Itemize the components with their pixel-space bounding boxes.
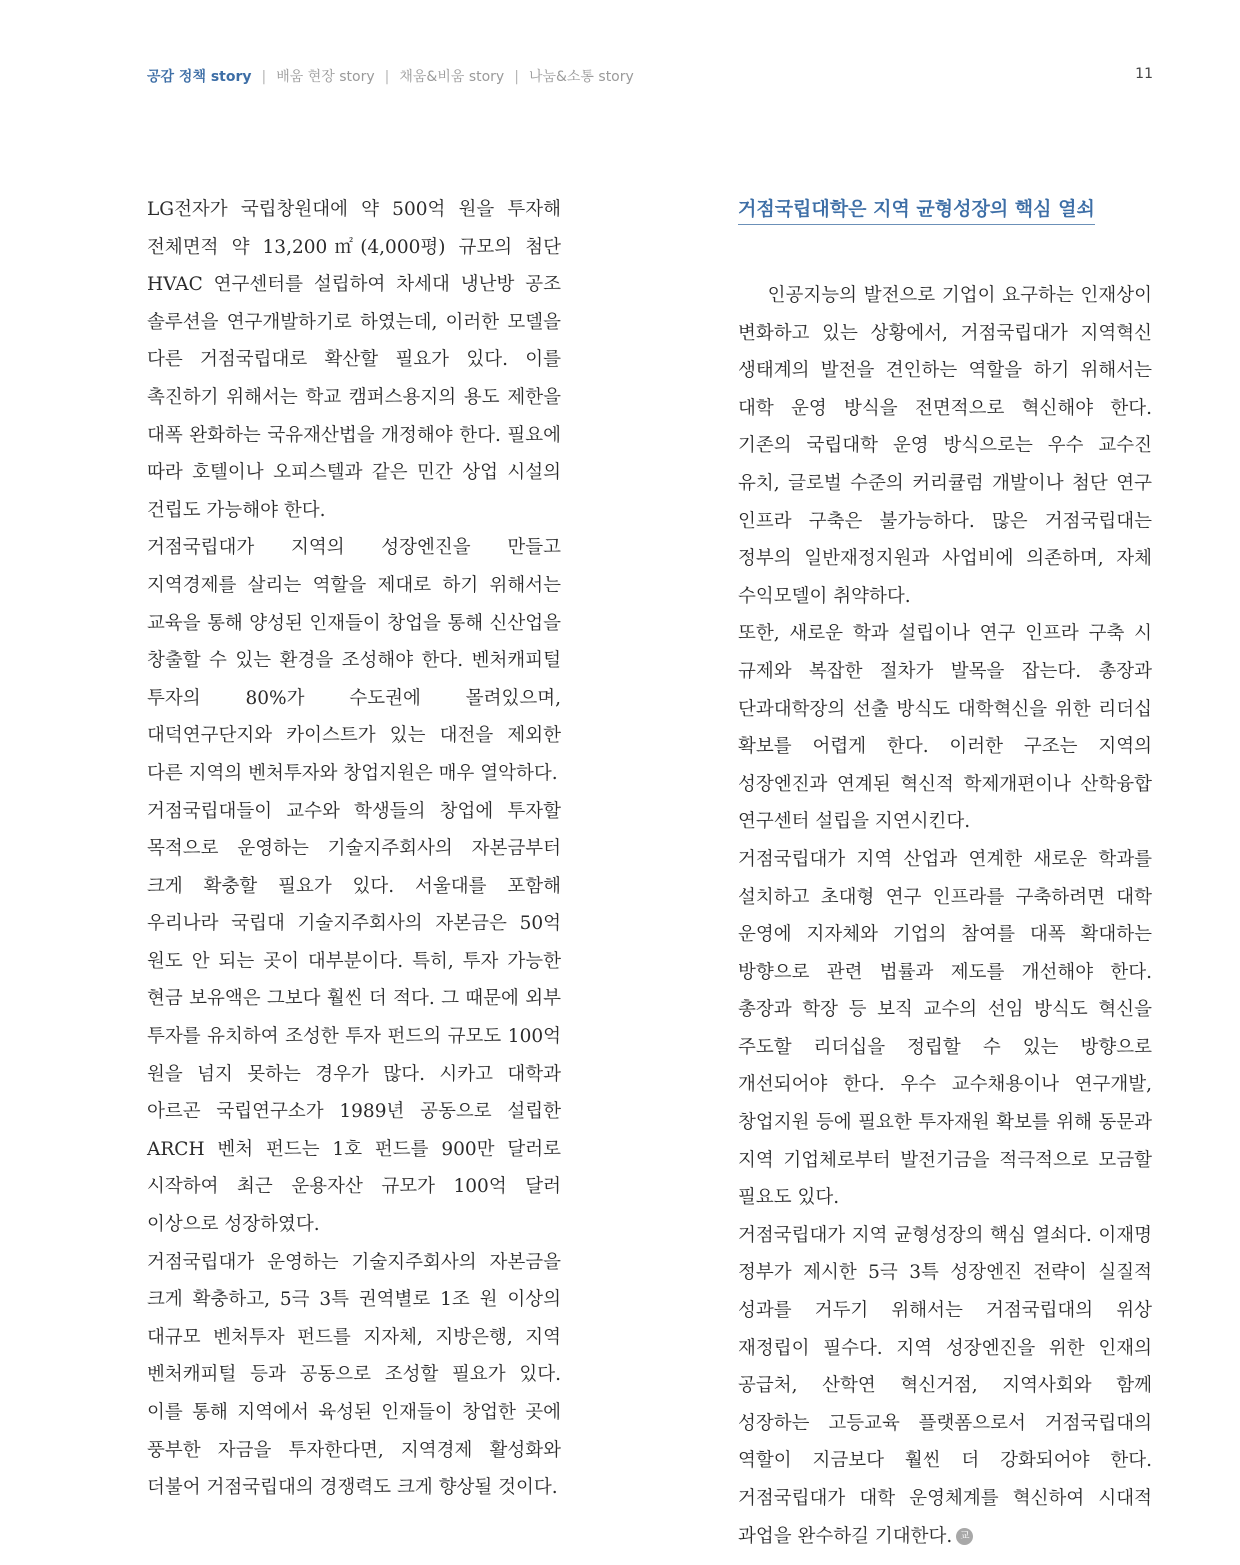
- page-header: [147, 66, 1153, 92]
- body-paragraph: LG전자가 국립창원대에 약 500억 원을 투자해 전체면적 약 13,200㎡(4,000평) 규모의 첨단 HVAC 연구센터를 설립하여 차세대 냉난방 공조 솔루션을 연구개발하기로 하였는데, 이러한 모델을 다른 거점국립대로 확산할 필요가 있다. 이를 촉진하기 위해서는 학교 캠퍼스용지의 용도 제한을 대폭 완화하는 국유재산법을 개정해야 한다. 필요에 따라 호텔이나 오피스텔과 같은 민간 상업 시설의 건립도 가능해야 한다.: [147, 199, 561, 521]
- nav-separator: |: [384, 69, 390, 85]
- end-mark-icon: 교: [956, 1528, 973, 1545]
- nav-separator: |: [514, 69, 519, 85]
- nav-item-sharing-story[interactable]: 나눔&소통 story: [528, 69, 634, 85]
- nav-separator: |: [261, 69, 267, 85]
- nav-item-learning-story[interactable]: 배움 현장 story: [276, 69, 375, 85]
- body-paragraph: 거점국립대가 지역 산업과 연계한 새로운 학과를 설치하고 초대형 연구 인프라를 구축하려면 대학 운영에 지자체와 기업의 참여를 대폭 확대하는 방향으로 관련 법률과 제도를 개선해야 한다. 총장과 학장 등 보직 교수의 선임 방식도 혁신을 주도할 리더십을 정립할 수 있는 방향으로 개선되어야 한다. 우수 교수채용이나 연구개발, 창업지원 등에 필요한 투자재원 확보를 위해 동문과 지역 기업체로부터 발전기금을 적극적으로 모금할 필요도 있다.: [738, 848, 1152, 1209]
- nav-item-filling-story[interactable]: 채움&비움 story: [399, 69, 505, 85]
- body-paragraph-last: [738, 1217, 1152, 1555]
- section-title: 거점국립대학은 지역 균형성장의 핵심 열쇠: [738, 194, 1095, 225]
- body-paragraph: 거점국립대들이 교수와 학생들의 창업에 투자할 목적으로 운영하는 기술지주회사의 자본금부터 크게 확충할 필요가 있다. 서울대를 포함해 우리나라 국립대 기술지주회사의 자본금은 50억 원도 안 되는 곳이 대부분이다. 특히, 투자 가능한 현금 보유액은 그보다 훨씬 더 적다. 그 때문에 외부 투자를 유치하여 조성한 투자 펀드의 규모도 100억 원을 넘지 못하는 경우가 많다. 시카고 대학과 아르곤 국립연구소가 1989년 공동으로 설립한 ARCH 벤처 펀드는 1호 펀드를 900만 달러로 시작하여 최근 운용자산 규모가 100억 달러 이상으로 성장하였다.: [147, 800, 561, 1236]
- right-column: [738, 191, 1152, 1555]
- body-paragraph: 거점국립대가 지역의 성장엔진을 만들고 지역경제를 살리는 역할을 제대로 하기 위해서는 교육을 통해 양성된 인재들이 창업을 통해 신산업을 창출할 수 있는 환경을 조성해야 한다. 벤처캐피털 투자의 80%가 수도권에 몰려있으며, 대덕연구단지와 카이스트가 있는 대전을 제외한 다른 지역의 벤처투자와 창업지원은 매우 열악하다.: [147, 537, 561, 784]
- section-nav: [147, 66, 634, 86]
- body-paragraph: 인공지능의 발전으로 기업이 요구하는 인재상이 변화하고 있는 상황에서, 거점국립대가 지역혁신 생태계의 발전을 견인하는 역할을 하기 위해서는 대학 운영 방식을 전면적으로 혁신해야 한다. 기존의 국립대학 운영 방식으로는 우수 교수진 유치, 글로벌 수준의 커리큘럼 개발이나 첨단 연구 인프라 구축은 불가능하다. 많은 거점국립대는 정부의 일반재정지원과 사업비에 의존하며, 자체 수익모델이 취약하다.: [738, 285, 1152, 607]
- body-paragraph: 거점국립대가 운영하는 기술지주회사의 자본금을 크게 확충하고, 5극 3특 권역별로 1조 원 이상의 대규모 벤처투자 펀드를 지자체, 지방은행, 지역 벤처캐피털 등과 공동으로 조성할 필요가 있다. 이를 통해 지역에서 육성된 인재들이 창업한 곳에 풍부한 자금을 투자한다면, 지역경제 활성화와 더불어 거점국립대의 경쟁력도 크게 향상될 것이다.: [147, 1251, 561, 1499]
- last-paragraph-text: 거점국립대가 지역 균형성장의 핵심 열쇠다. 이재명 정부가 제시한 5극 3특 성장엔진 전략이 실질적 성과를 거두기 위해서는 거점국립대의 위상 재정립이 필수다. 지역 성장엔진을 위한 인재의 공급처, 산학연 혁신거점, 지역사회와 함께 성장하는 고등교육 플랫폼으로서 거점국립대의 역할이 지금보다 훨씬 더 강화되어야 한다. 거점국립대가 대학 운영체계를 혁신하여 시대적 과업을 완수하길 기대한다.: [738, 1224, 1152, 1547]
- nav-item-policy-story[interactable]: 공감 정책 story: [147, 69, 252, 85]
- left-column: [147, 191, 561, 1507]
- body-paragraph: 또한, 새로운 학과 설립이나 연구 인프라 구축 시 규제와 복잡한 절차가 발목을 잡는다. 총장과 단과대학장의 선출 방식도 대학혁신을 위한 리더십 확보를 어렵게 한다. 이러한 구조는 지역의 성장엔진과 연계된 혁신적 학제개편이나 산학융합 연구센터 설립을 지연시킨다.: [738, 623, 1152, 833]
- page-number: 11: [1135, 66, 1153, 82]
